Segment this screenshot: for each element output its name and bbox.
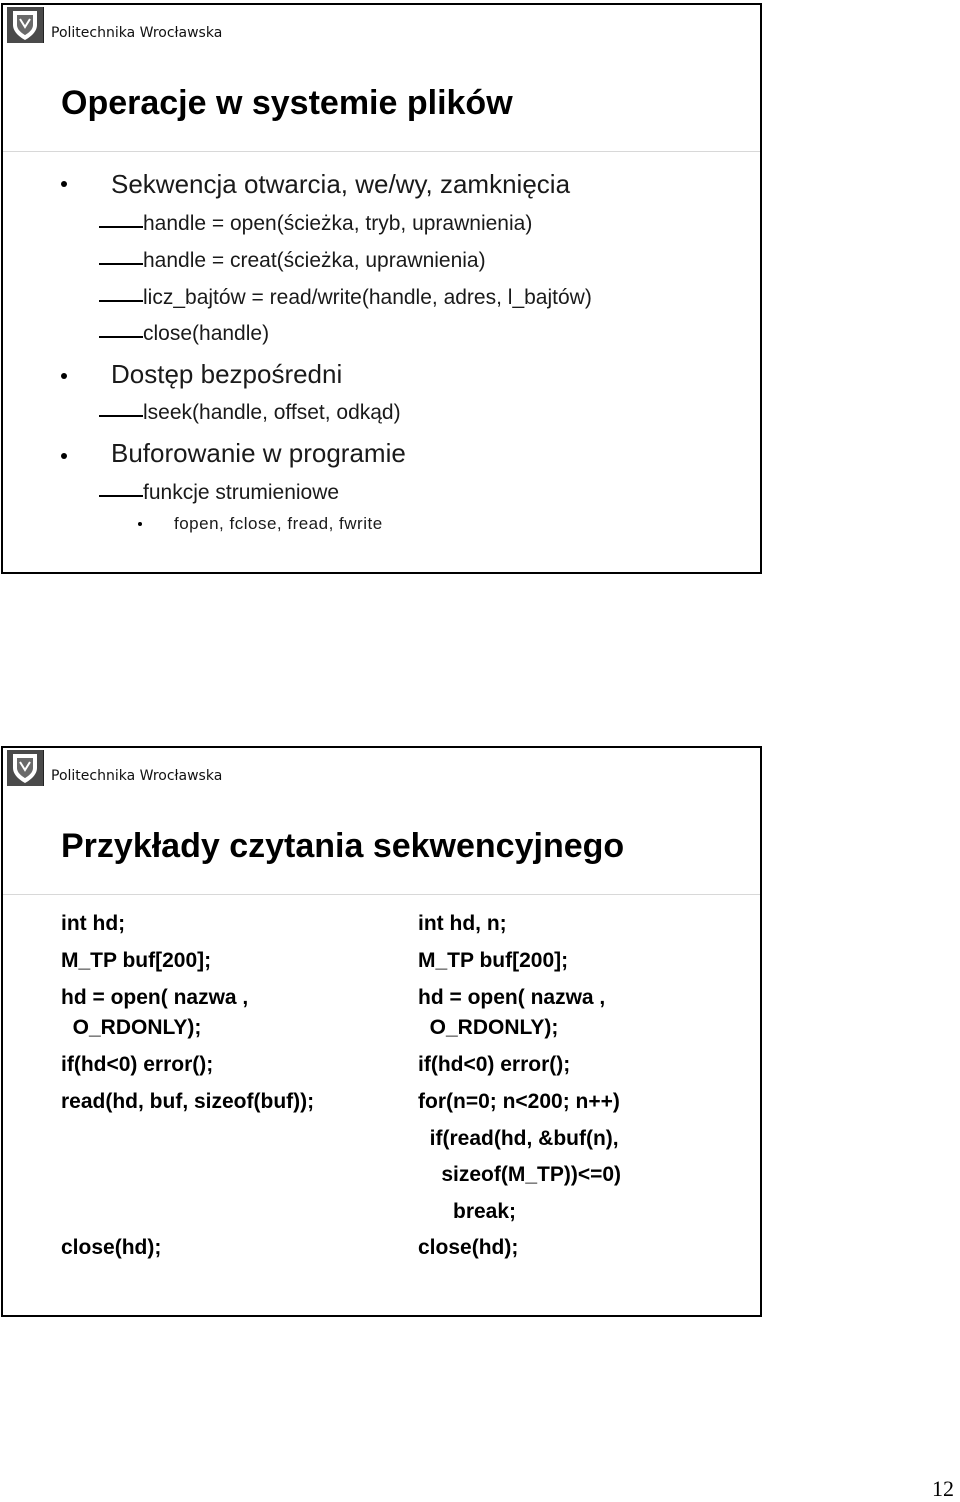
list-item: licz_bajtów = read/write(handle, adres, l_bajtów) [143, 286, 592, 309]
code-line: for(n=0; n<200; n++) [418, 1090, 620, 1113]
code-line: hd = open( nazwa , [418, 986, 606, 1009]
bullet-marker [61, 181, 67, 187]
code-line: O_RDONLY); [61, 1016, 202, 1039]
slide-operacje [1, 3, 762, 574]
code-line: int hd, n; [418, 912, 507, 935]
code-line: if(hd<0) error(); [418, 1053, 571, 1076]
code-line: sizeof(M_TP))<=0) [418, 1163, 622, 1186]
dash-marker [99, 226, 143, 228]
list-item: lseek(handle, offset, odkąd) [143, 401, 401, 424]
dash-marker [99, 495, 143, 497]
list-item: funkcje strumieniowe [143, 481, 340, 504]
page-number: 12 [932, 1476, 954, 1501]
code-line: if(hd<0) error(); [61, 1053, 214, 1076]
university-crest-icon [7, 750, 44, 786]
code-line: close(hd); [61, 1236, 162, 1259]
code-line: M_TP buf[200]; [418, 949, 569, 972]
slide-title: Operacje w systemie plików [61, 84, 513, 122]
list-item: handle = creat(ścieżka, uprawnienia) [143, 249, 486, 272]
university-crest-icon [7, 7, 44, 43]
dash-marker [99, 336, 143, 338]
bullet-marker [138, 522, 142, 526]
list-item: fopen, fclose, fread, fwrite [174, 514, 383, 533]
slide-przyklady [1, 746, 762, 1317]
logo-bar [3, 5, 760, 45]
code-line: if(read(hd, &buf(n), [418, 1127, 619, 1150]
code-line: close(hd); [418, 1236, 519, 1259]
code-line: read(hd, buf, sizeof(buf)); [61, 1090, 315, 1113]
bullet-marker [61, 453, 67, 459]
list-item: Buforowanie w programie [111, 438, 406, 468]
title-divider [3, 151, 760, 152]
list-item: Dostęp bezpośredni [111, 359, 343, 389]
code-line: break; [418, 1200, 517, 1223]
code-line: O_RDONLY); [418, 1016, 559, 1039]
institution-name: Politechnika Wrocławska [51, 25, 223, 41]
institution-name: Politechnika Wrocławska [51, 768, 223, 784]
code-line: hd = open( nazwa , [61, 986, 249, 1009]
dash-marker [99, 300, 143, 302]
dash-marker [99, 263, 143, 265]
bullet-marker [61, 373, 67, 379]
title-divider [3, 894, 760, 895]
logo-bar [3, 748, 760, 788]
code-line: int hd; [61, 912, 126, 935]
slide-title: Przykłady czytania sekwencyjnego [61, 827, 625, 865]
list-item: close(handle) [143, 322, 270, 345]
list-item: Sekwencja otwarcia, we/wy, zamknięcia [111, 169, 571, 199]
code-line: M_TP buf[200]; [61, 949, 212, 972]
dash-marker [99, 415, 143, 417]
list-item: handle = open(ścieżka, tryb, uprawnienia) [143, 212, 533, 235]
